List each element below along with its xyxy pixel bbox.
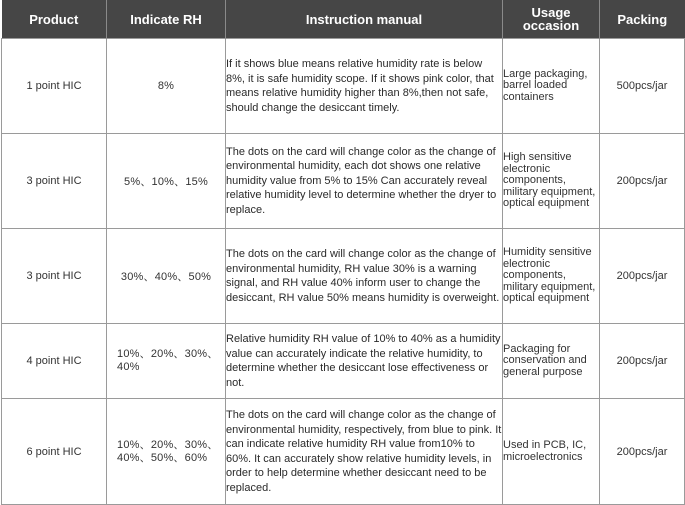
header-indicate-rh: Indicate RH	[107, 0, 226, 39]
cell-usage-occasion: Large packaging, barrel loaded containers	[503, 39, 600, 134]
cell-indicate-rh-line1: 10%、20%、30%、	[117, 348, 219, 360]
cell-indicate-rh: 5%、10%、15%	[107, 134, 226, 229]
table-row	[2, 39, 685, 134]
cell-packing: 200pcs/jar	[600, 134, 685, 229]
cell-usage-occasion: Humidity sensitive electronic components, military equipment, optical equipment	[503, 229, 600, 324]
cell-indicate-rh: 8%	[107, 39, 226, 134]
header-product: Product	[2, 0, 107, 39]
cell-usage-occasion: Used in PCB, IC, microelectronics	[503, 399, 600, 505]
cell-packing: 500pcs/jar	[600, 39, 685, 134]
cell-usage-occasion: High sensitive electronic components, military equipment, optical equipment	[503, 134, 600, 229]
cell-packing: 200pcs/jar	[600, 324, 685, 399]
cell-instruction-manual: The dots on the card will change color as the change of environmental humidity, RH value 30% is a warning signal, and RH value 40% inform user to change the desiccant, RH value 50% means humidity is overweight.	[226, 229, 503, 324]
header-instruction-manual: Instruction manual	[226, 0, 503, 39]
cell-indicate-rh: 30%、40%、50%	[107, 229, 226, 324]
cell-product: 3 point HIC	[2, 229, 107, 324]
cell-instruction-manual: If it shows blue means relative humidity rate is below 8%, it is safe humidity scope. If it shows pink color, that means relative humidity higher than 8%,then not safe, should change the desiccant timely.	[226, 39, 503, 134]
header-packing: Packing	[600, 0, 685, 39]
cell-packing: 200pcs/jar	[600, 229, 685, 324]
cell-product: 6 point HIC	[2, 399, 107, 505]
cell-indicate-rh-line1: 10%、20%、30%、	[117, 438, 219, 451]
table-row	[2, 134, 685, 229]
cell-instruction-manual: Relative humidity RH value of 10% to 40% as a humidity value can accurately indicate the relative humidity, to determine whether the desiccant lose effectiveness or not.	[226, 324, 503, 399]
header-row	[2, 0, 685, 39]
cell-indicate-rh-line2: 40%	[117, 361, 140, 373]
cell-indicate-rh-line2: 40%、50%、60%	[117, 451, 208, 464]
cell-product: 3 point HIC	[2, 134, 107, 229]
header-usage-line2: occasion	[522, 18, 580, 33]
header-usage-line1: Usage	[531, 5, 571, 20]
table-row	[2, 324, 685, 399]
cell-usage-occasion: Packaging for conservation and general purpose	[503, 324, 600, 399]
table-row	[2, 399, 685, 505]
cell-instruction-manual: The dots on the card will change color as the change of environmental humidity, each dot shows one relative humidity value from 5% to 15% Can accurately reveal relative humidity level to determine whether the dryer to replace.	[226, 134, 503, 229]
header-usage-occasion	[503, 0, 600, 39]
table-row	[2, 229, 685, 324]
cell-product: 1 point HIC	[2, 39, 107, 134]
cell-indicate-rh	[107, 324, 226, 399]
cell-instruction-manual: The dots on the card will change color as the change of environmental humidity, respectively, from blue to pink. It can indicate relative humidity RH value from10% to 60%. It can accurately show relative humidity levels, in order to help determine whether desiccant need to be replaced.	[226, 399, 503, 505]
cell-product: 4 point HIC	[2, 324, 107, 399]
cell-indicate-rh	[107, 399, 226, 505]
cell-packing: 200pcs/jar	[600, 399, 685, 505]
hic-spec-table	[1, 0, 685, 505]
